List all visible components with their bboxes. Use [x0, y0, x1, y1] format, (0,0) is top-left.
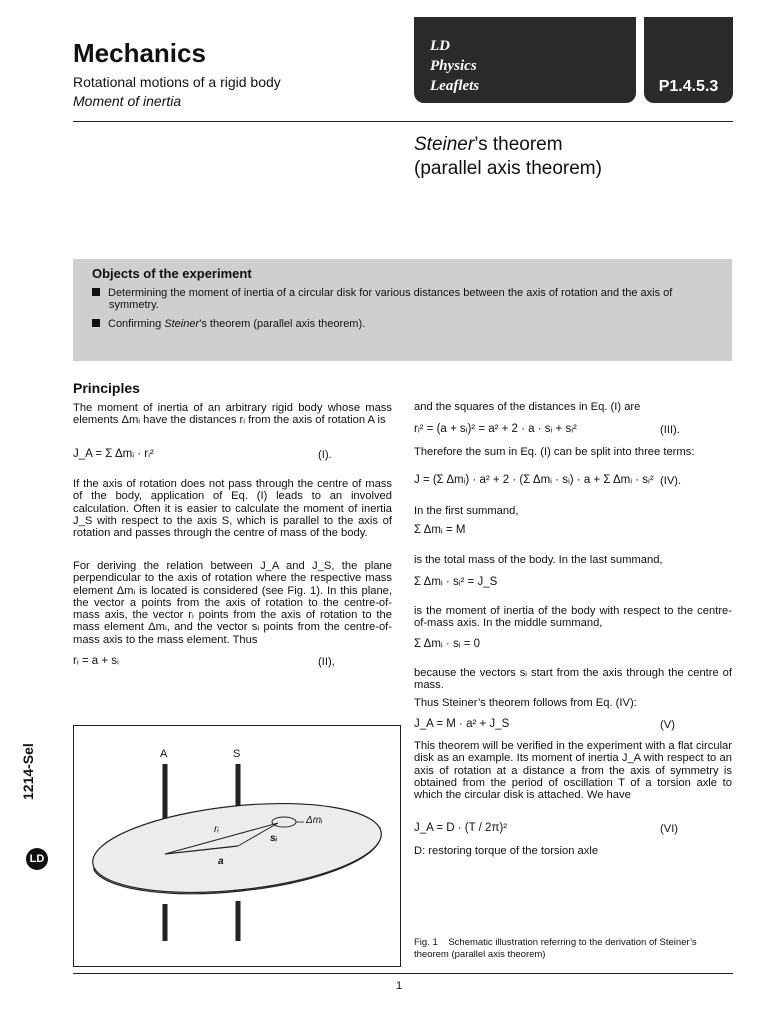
topic-heading [414, 133, 602, 181]
equation-5: Σ Δmᵢ = M [414, 524, 466, 536]
equation-8: J_A = M · a² + J_S [414, 718, 510, 730]
right-paragraph-6: because the vectors sᵢ start from the axis through the centre of mass. [414, 667, 732, 692]
page-title: Mechanics [73, 38, 206, 68]
equation-6: Σ Δmᵢ · sᵢ² = J_S [414, 576, 498, 588]
topic-line2: (parallel axis theorem) [414, 158, 602, 179]
principles-paragraph-1: The moment of inertia of an arbitrary rigid body whose mass elements Δmᵢ have the distances rᵢ from the axis of rotation A is [73, 402, 392, 427]
topic-name-rest: ’s theorem [474, 134, 563, 155]
side-catalog-code: 1214-Sel [20, 743, 36, 800]
right-paragraph-7: Thus Steiner’s theorem follows from Eq. (IV): [414, 697, 637, 709]
figure-label-s: sᵢ [270, 833, 278, 844]
right-paragraph-3: In the first summand, [414, 505, 519, 517]
ld-label: LD [430, 38, 450, 54]
figure-label-a-axis: A [160, 748, 168, 760]
equation-9-number: (VI) [660, 823, 679, 835]
bullet-square-icon [92, 319, 100, 327]
objective-2-italic: Steiner [164, 318, 200, 330]
right-paragraph-1: and the squares of the distances in Eq. (I) are [414, 401, 641, 413]
equation-2-number: (II), [318, 656, 335, 668]
objective-2-post: ’s theorem (parallel axis theorem). [199, 318, 366, 330]
caption-text: Schematic illustration referring to the derivation of Steiner’s theorem (parallel axis theorem) [414, 937, 697, 960]
principles-paragraph-2: If the axis of rotation does not pass through the centre of mass of the body, application of Eq. (I) leads to an involved calculation. Often it is easier to calculate the moment of inertia J_S with respect to the axis S, which is parallel to the axis of rotation and passes through the centre of mass of the body. [73, 478, 392, 540]
equation-8-number: (V) [660, 719, 675, 731]
figure-1-frame [73, 725, 401, 967]
figure-label-r: rᵢ [214, 824, 219, 835]
equation-1: J_A = Σ Δmᵢ · rᵢ² [73, 448, 154, 460]
figure-label-dm: Δmᵢ [306, 815, 323, 826]
ld-logo-icon: LD [26, 848, 48, 870]
disk-top [88, 791, 385, 905]
equation-9: J_A = D · (T / 2π)² [414, 822, 508, 834]
figure-1-diagram [74, 726, 400, 966]
right-paragraph-9: D: restoring torque of the torsion axle [414, 845, 599, 857]
figure-1-caption [414, 937, 734, 961]
principles-heading: Principles [73, 380, 140, 396]
equation-4-number: (IV). [660, 475, 682, 487]
footer-divider [73, 973, 733, 974]
page-number: 1 [396, 980, 403, 992]
objective-1-text-a: Determining the moment of inertia of a circular disk for various distances between the axis of rotation and the axis of [108, 287, 673, 299]
leaflet-code: P1.4.5.3 [658, 78, 719, 95]
figure-label-a: a [218, 856, 224, 867]
figure-label-s-axis: S [233, 748, 241, 760]
right-paragraph-5: is the moment of inertia of the body with respect to the centre-of-mass axis. In the middle summand, [414, 605, 732, 630]
right-paragraph-4: is the total mass of the body. In the last summand, [414, 554, 663, 566]
header-divider [73, 121, 733, 122]
bullet-square-icon [92, 288, 100, 296]
equation-3-number: (III). [660, 424, 680, 436]
objective-item-2 [92, 318, 722, 330]
objective-1-text-b: symmetry. [109, 299, 159, 311]
subtitle-topic: Rotational motions of a rigid body [73, 74, 281, 90]
principles-paragraph-3: For deriving the relation between J_A and J_S, the plane perpendicular to the axis of rotation where the respective mass element Δmᵢ is located is considered (see Fig. 1). In this plane, the vector a points from the axis of rotation to the centre-of-mass axis, the vector rᵢ points from the axis of rotation to the mass element Δmᵢ, and the vector sᵢ points from the centre-of-mass axis to the mass element. Thus [73, 560, 392, 646]
subtitle-subtopic: Moment of inertia [73, 93, 182, 109]
right-paragraph-8: This theorem will be verified in the experiment with a flat circular disk as an example. Its moment of inertia J_A with respect to an axis of rotation at a distance a from the axis of symmetry is obtained from the period of oscillation T of a torsion axle to which the circular disk is attached. We have [414, 740, 732, 802]
equation-4: J = (Σ Δmᵢ) · a² + 2 · (Σ Δmᵢ · sᵢ) · a + Σ Δmᵢ · sᵢ² [414, 474, 654, 486]
objective-item-1 [92, 287, 722, 311]
topic-name-italic: Steiner [414, 134, 475, 155]
objects-heading: Objects of the experiment [92, 266, 252, 281]
physics-label: Physics [430, 58, 477, 74]
caption-number: Fig. 1 [414, 937, 438, 948]
objective-2-pre: Confirming [108, 318, 165, 330]
equation-3: rᵢ² = (a + sᵢ)² = a² + 2 · a · sᵢ + sᵢ² [414, 423, 577, 435]
equation-2: rᵢ = a + sᵢ [73, 655, 119, 667]
right-paragraph-2: Therefore the sum in Eq. (I) can be split into three terms: [414, 446, 695, 458]
equation-1-number: (I). [318, 449, 332, 461]
equation-7: Σ Δmᵢ · sᵢ = 0 [414, 638, 481, 650]
leaflets-label: Leaflets [430, 78, 480, 94]
